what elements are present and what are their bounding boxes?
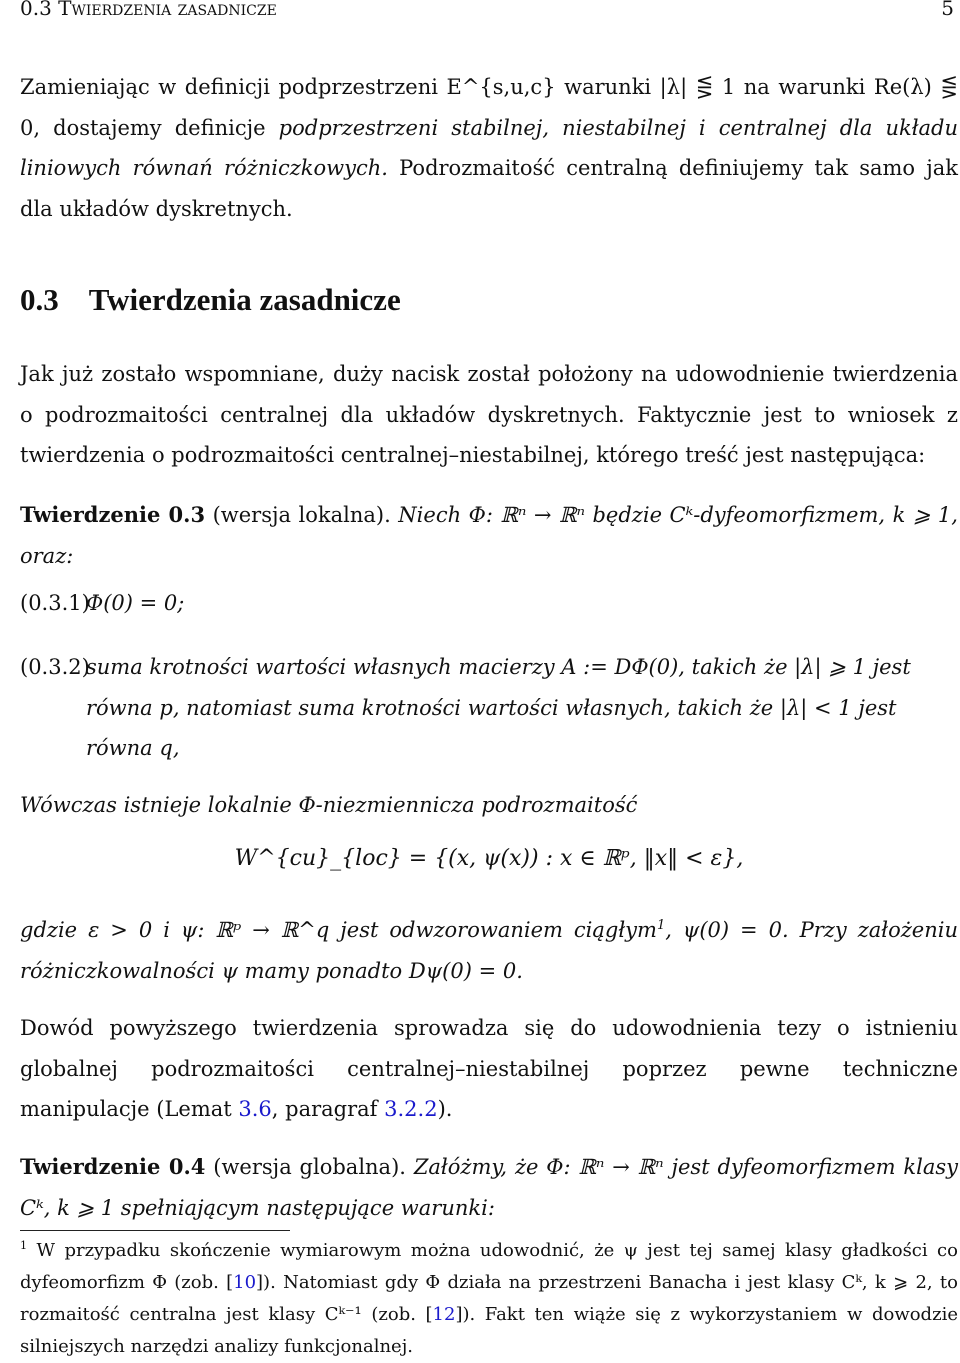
remark-text-b: , ψ(0) = 0. Przy założeniu różniczkowalności ψ mamy ponadto Dψ(0) = 0. <box>20 918 958 983</box>
page-number: 5 <box>941 0 954 20</box>
footnote <box>20 1235 958 1363</box>
theorem-0-3-qualifier: (wersja lokalna). <box>212 503 391 527</box>
footnote-text-b: ]). Natomiast gdy Φ działa na przestrzeni Banacha i jest klasy Cᵏ, k ⩾ 2, to rozmaitość centralna jest klasy Cᵏ⁻¹ (zob. [ <box>20 1272 958 1325</box>
proof-text-b: , paragraf <box>271 1097 378 1121</box>
footnote-rule <box>20 1230 290 1231</box>
intro-italic: podprzestrzeni stabilnej, niestabilnej i centralnej dla układu liniowych równań różniczkowych. <box>20 115 958 180</box>
theorem-item <box>20 647 958 769</box>
theorem-0-4-label: Twierdzenie 0.4 <box>20 1154 206 1179</box>
item-label: (0.3.2) <box>20 655 90 679</box>
theorem-0-3-label: Twierdzenie 0.3 <box>20 502 206 527</box>
theorem-0-3 <box>20 495 958 576</box>
item-text: suma krotności wartości własnych macierzy A := DΦ(0), takich że |λ| ⩾ 1 jest równa p, natomiast suma krotności wartości własnych, takich że |λ| < 1 jest równa q, <box>86 655 911 760</box>
proof-paragraph <box>20 1008 958 1130</box>
item-text: Φ(0) = 0; <box>86 591 185 615</box>
theorem-0-4-qualifier: (wersja globalna). <box>213 1155 406 1179</box>
item-label: (0.3.1) <box>20 591 90 615</box>
footnote-text-a: W przypadku skończenie wymiarowym można udowodnić, że ψ jest tej samej klasy gładkości co dyfeomorfizm Φ (zob. [ <box>20 1240 958 1293</box>
footnote-mark: 1 <box>20 1239 28 1252</box>
intro-text: Zamieniając w definicji podprzestrzeni E^{s,u,c} warunki |λ| ⋚ 1 na warunki Re(λ) ⋚ 0, dostajemy definicje <box>20 75 958 140</box>
intro-tail: Podrozmaitość centralną definiujemy tak samo jak dla układów dyskretnych. <box>20 156 958 221</box>
section-heading <box>20 282 401 318</box>
theorem-conclusion: Wówczas istnieje lokalnie Φ-niezmiennicza podrozmaitość <box>20 793 638 817</box>
section-number: 0.3 <box>20 282 59 317</box>
theorem-0-4-statement: Załóżmy, że Φ: ℝⁿ → ℝⁿ jest dyfeomorfizmem klasy Cᵏ, k ⩾ 1 spełniającym następujące warunki: <box>20 1155 959 1220</box>
running-title: 0.3 Twierdzenia zasadnicze <box>20 0 277 20</box>
proof-text-a: Dowód powyższego twierdzenia sprowadza się do udowodnienia tezy o istnieniu globalnej podrozmaitości centralnej–niestabilnej poprzez pewne techniczne manipulacje (Lemat <box>20 1016 958 1121</box>
citation-link-10[interactable]: 10 <box>233 1272 257 1293</box>
remark-text-a: gdzie ε > 0 i ψ: ℝᵖ → ℝ^q jest odwzorowaniem ciągłym <box>20 918 657 942</box>
section-title: Twierdzenia zasadnicze <box>88 282 401 317</box>
section-reference-link[interactable]: 3.2.2 <box>384 1097 438 1121</box>
intro-paragraph <box>20 67 958 229</box>
lemma-reference-link[interactable]: 3.6 <box>238 1097 272 1121</box>
display-equation: W^{cu}_{loc} = {(x, ψ(x)) : x ∈ ℝᵖ, ‖x‖ < ε}, <box>234 846 744 871</box>
theorem-0-3-statement: Niech Φ: ℝⁿ → ℝⁿ będzie Cᵏ-dyfeomorfizmem, k ⩾ 1, oraz: <box>20 503 958 568</box>
citation-link-12[interactable]: 12 <box>432 1304 456 1325</box>
theorem-remark <box>20 910 958 991</box>
theorem-0-4 <box>20 1147 958 1228</box>
proof-text-c: ). <box>437 1097 453 1121</box>
paragraph-1: Jak już zostało wspomniane, duży nacisk został położony na udowodnienie twierdzenia o podrozmaitości centralnej dla układów dyskretnych. Faktycznie jest to wniosek z twierdzenia o podrozmaitości centralnej–niestabilnej, którego treść jest następująca: <box>20 362 958 467</box>
running-header <box>20 0 960 26</box>
theorem-item <box>20 583 958 624</box>
footnote-marker[interactable]: 1 <box>656 918 666 933</box>
footnote-text-c: ]). Fakt ten wiąże się z wykorzystaniem w dowodzie silniejszych narzędzi analizy funkcjonalnej. <box>20 1304 958 1357</box>
